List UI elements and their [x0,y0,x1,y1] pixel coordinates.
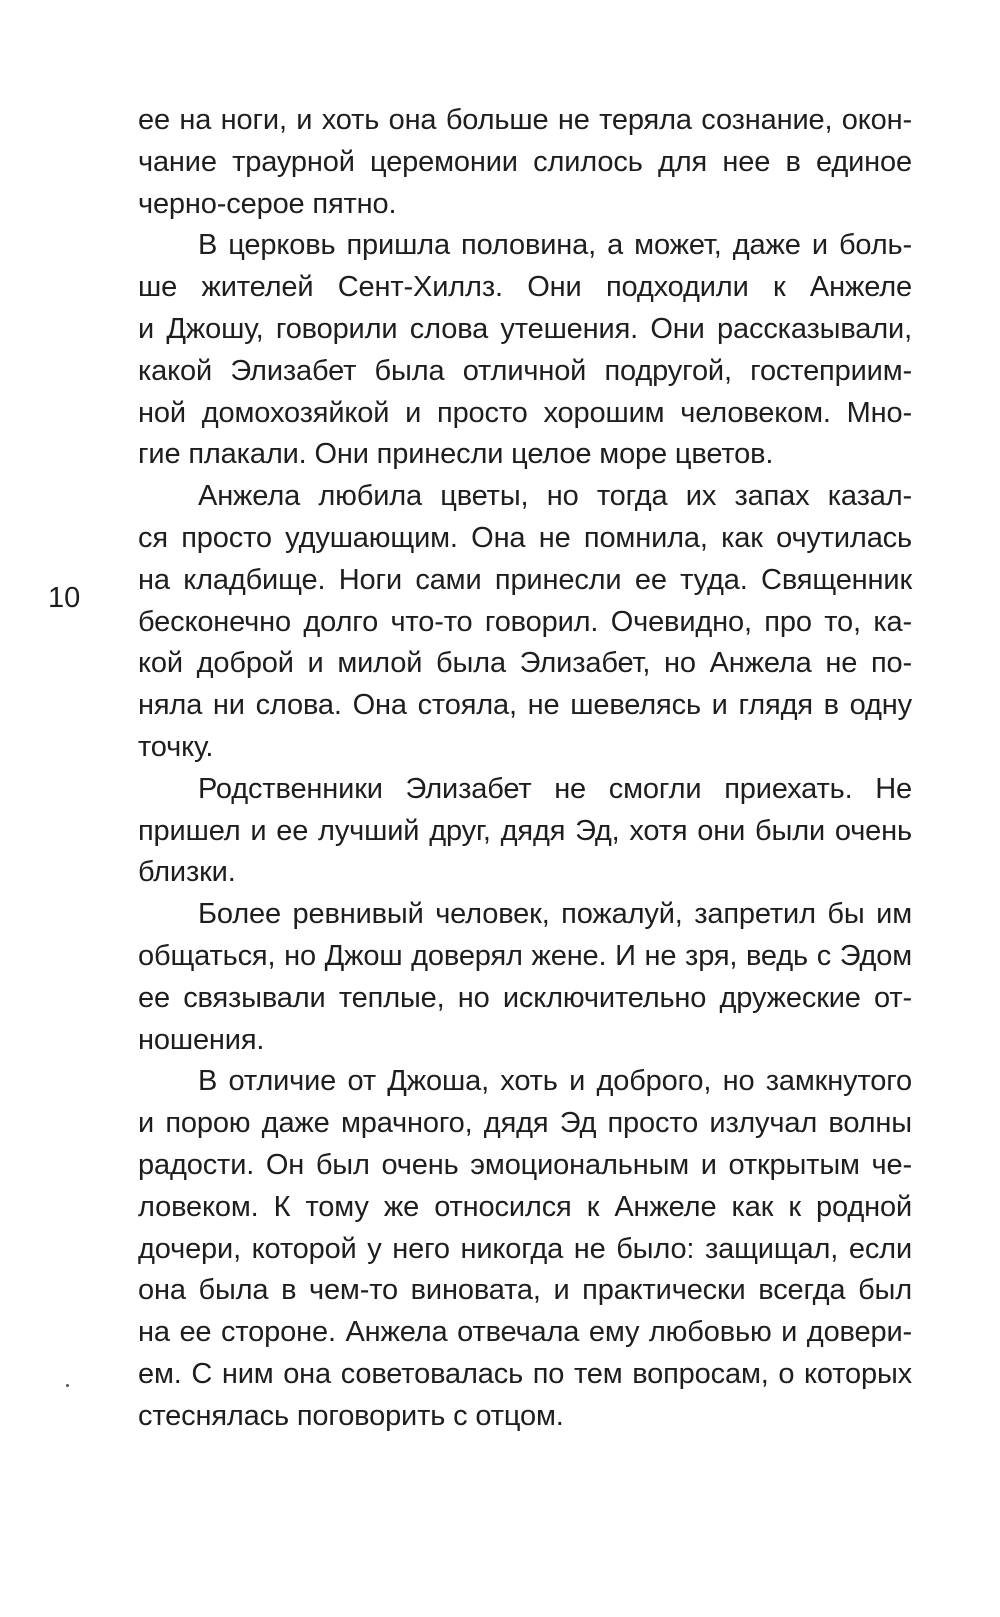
text-line: общаться, но Джош доверял жене. И не зря, ведь с Эдом [138,939,912,972]
paragraph [138,100,912,225]
text-line: ношения. [138,1023,265,1056]
scan-speck [66,1384,69,1387]
text-line: В церковь пришла половина, а может, даже и боль- [198,229,912,262]
body-text [138,100,912,1438]
text-line: ся просто удушающим. Она не помнила, как очутилась [138,521,912,554]
text-line: стеснялась поговорить с отцом. [138,1399,564,1432]
paragraph [138,1061,912,1437]
text-line: гие плакали. Они принесли целое море цветов. [138,438,774,471]
text-line: бесконечно долго что-то говорил. Очевидно, про то, ка- [138,605,912,638]
text-line: ной домохозяйкой и просто хорошим человеком. Мно- [138,396,912,429]
paragraph [138,769,912,894]
text-line: няла ни слова. Она стояла, не шевелясь и глядя в одну [138,689,912,722]
text-line: ше жителей Сент-Хиллз. Они подходили к Анжеле [138,271,912,304]
text-line: дочери, которой у него никогда не было: защищал, если [138,1232,912,1265]
text-line: на ее стороне. Анжела отвечала ему любовью и довери- [138,1316,912,1349]
text-line: пришел и ее лучший друг, дядя Эд, хотя они были очень [138,814,912,847]
paragraph [138,225,912,476]
page-number: 10 [48,582,81,614]
text-line: точку. [138,730,214,763]
text-line: какой Элизабет была отличной подругой, гостеприим- [138,354,912,387]
text-line: Родственники Элизабет не смогли приехать. Не [198,772,912,805]
text-line: чание траурной церемонии слилось для нее в единое [138,145,912,178]
text-line: и Джошу, говорили слова утешения. Они рассказывали, [138,312,912,345]
paragraph [138,476,912,769]
text-line: ем. С ним она советовалась по тем вопросам, о которых [138,1357,912,1390]
paragraph [138,894,912,1061]
text-line: В отличие от Джоша, хоть и доброго, но замкнутого [198,1065,912,1098]
text-line: ее на ноги, и хоть она больше не теряла сознание, окон- [138,104,912,136]
text-line: кой доброй и милой была Элизабет, но Анжела не по- [138,647,912,680]
text-line: она была в чем-то виновата, и практически всегда был [138,1274,912,1307]
text-line: на кладбище. Ноги сами принесли ее туда. Священник [138,563,912,596]
text-line: ее связывали теплые, но исключительно дружеские от- [138,981,912,1014]
text-line: ловеком. К тому же относился к Анжеле как к родной [138,1190,912,1223]
text-line: Анжела любила цветы, но тогда их запах казал- [198,480,912,513]
text-line: близки. [138,856,236,889]
text-line: черно-серое пятно. [138,187,397,220]
text-line: Более ревнивый человек, пожалуй, запретил бы им [198,898,912,931]
text-line: и порою даже мрачного, дядя Эд просто излучал волны [138,1107,912,1140]
text-line: радости. Он был очень эмоциональным и открытым че- [138,1148,912,1181]
